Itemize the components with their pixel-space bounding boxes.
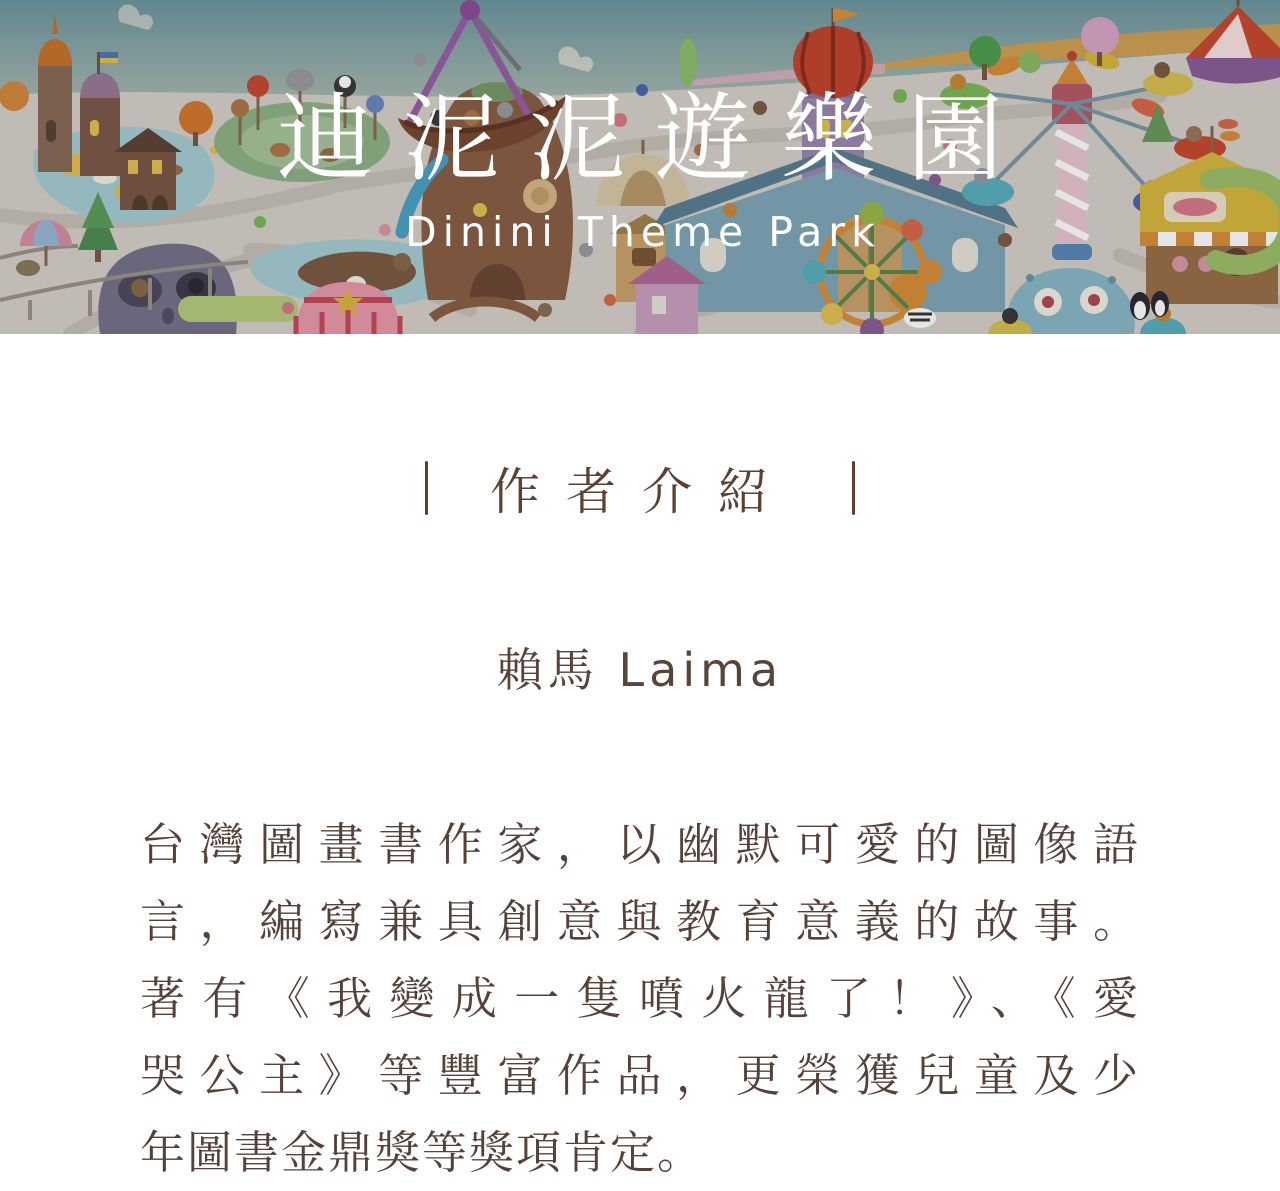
bio-line: 年圖書金鼎獎等獎項肯定。 [140,1126,705,1179]
heading-divider-left [425,461,428,515]
banner [0,0,1280,334]
banner-title: 迪泥泥遊樂園 [277,83,1033,195]
bio-line: 台灣圖畫書作家，以幽默可愛的圖像語 [140,818,1140,871]
bio-line: 哭公主》等豐富作品，更榮獲兒童及少 [140,1049,1140,1102]
banner-subtitle: Dinini Theme Park [405,208,881,256]
banner-text-block [0,0,1280,256]
section-heading [0,452,1280,524]
bio-line: 著有《我變成一隻噴火龍了！》、《愛 [140,972,1140,1025]
author-bio [140,806,1140,1191]
heading-divider-right [852,461,855,515]
author-name: 賴馬 Laima [496,643,784,697]
bio-line: 言，編寫兼具創意與教育意義的故事。 [140,895,1140,948]
section-heading-label: 作者介紹 [490,463,794,521]
